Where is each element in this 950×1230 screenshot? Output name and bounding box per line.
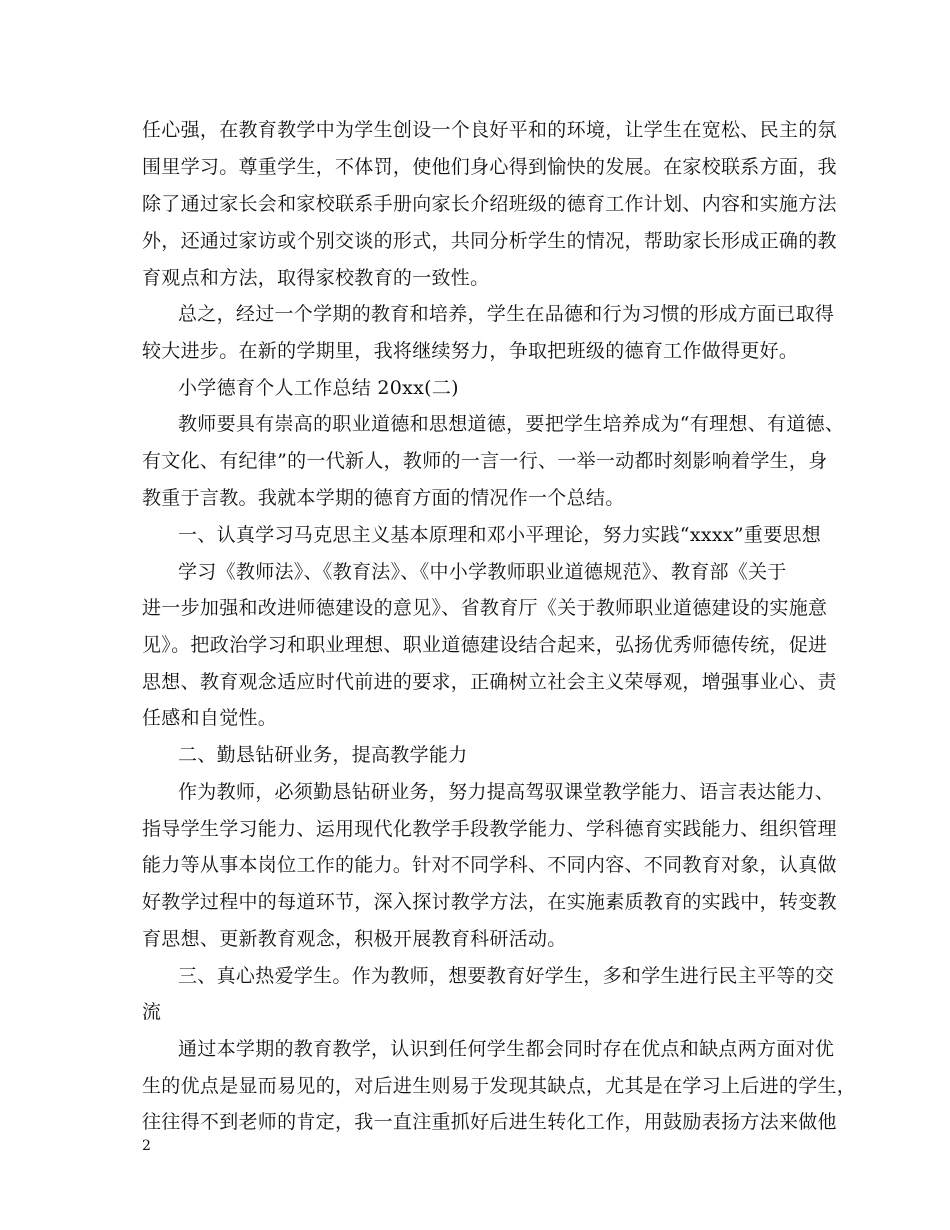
text-line: 作为教师，必须勤恳钻研业务，努力提高驾驭课堂教学能力、语言表达能力、 xyxy=(178,781,835,803)
text-line: 围里学习。尊重学生，不体罚，使他们身心得到愉快的发展。在家校联系方面，我 xyxy=(142,156,837,178)
text-line: 通过本学期的教育教学，认识到任何学生都会同时存在优点和缺点两方面对优 xyxy=(178,1038,835,1060)
text-line: 教重于言教。我就本学期的德育方面的情况作一个总结。 xyxy=(142,487,625,509)
text-line: 进一步加强和改进师德建设的意见》、省教育厅《关于教师职业道德建设的实施意 xyxy=(142,597,828,619)
section-heading: 一、认真学习马克思主义基本原理和邓小平理论，努力实践“xxxx”重要思想 xyxy=(178,524,822,546)
text-line: 流 xyxy=(142,1001,162,1023)
text-line: 育思想、更新教育观念，积极开展教育科研活动。 xyxy=(142,928,567,950)
text-line: 外，还通过家访或个别交谈的形式，共同分析学生的情况，帮助家长形成正确的教 xyxy=(142,230,837,252)
text-line: 较大进步。在新的学期里，我将继续努力，争取把班级的德育工作做得更好。 xyxy=(142,340,799,362)
text-line: 有文化、有纪律”的一代新人，教师的一言一行、一举一动都时刻影响着学生，身 xyxy=(142,450,828,472)
text-line: 生的优点是显而易见的，对后进生则易于发现其缺点，尤其是在学习上后进的学生， xyxy=(142,1075,857,1097)
section-heading: 二、勤恳钻研业务，提高教学能力 xyxy=(178,744,468,766)
text-line: 好教学过程中的每道环节，深入探讨教学方法，在实施素质教育的实践中，转变教 xyxy=(142,891,837,913)
text-line: 总之，经过一个学期的教育和培养，学生在品德和行为习惯的形成方面已取得 xyxy=(178,303,835,325)
text-line: 育观点和方法，取得家校教育的一致性。 xyxy=(142,267,490,289)
text-line: 学习《教师法》、《教育法》、《中小学教师职业道德规范》、教育部《关于 xyxy=(178,561,787,583)
text-line: 任感和自觉性。 xyxy=(142,707,278,729)
text-line: 能力等从事本岗位工作的能力。针对不同学科、不同内容、不同教育对象，认真做 xyxy=(142,854,837,876)
section-heading: 小学德育个人工作总结 20xx(二) xyxy=(178,377,459,399)
text-line: 除了通过家长会和家校联系手册向家长介绍班级的德育工作计划、内容和实施方法 xyxy=(142,193,837,215)
text-line: 往往得不到老师的肯定，我一直注重抓好后进生转化工作，用鼓励表扬方法来做他 xyxy=(142,1111,837,1133)
page-number: 2 xyxy=(142,1138,151,1154)
section-heading: 三、真心热爱学生。作为教师，想要教育好学生，多和学生进行民主平等的交 xyxy=(178,965,835,987)
text-line: 教师要具有崇高的职业道德和思想道德，要把学生培养成为“有理想、有道德、 xyxy=(178,413,845,435)
text-line: 任心强，在教育教学中为学生创设一个良好平和的环境，让学生在宽松、民主的氛 xyxy=(142,119,837,141)
text-line: 指导学生学习能力、运用现代化教学手段教学能力、学科德育实践能力、组织管理 xyxy=(142,818,837,840)
text-line: 思想、教育观念适应时代前进的要求，正确树立社会主义荣辱观，增强事业心、责 xyxy=(142,671,837,693)
text-line: 见》。把政治学习和职业理想、职业道德建设结合起来，弘扬优秀师德传统，促进 xyxy=(142,634,828,656)
